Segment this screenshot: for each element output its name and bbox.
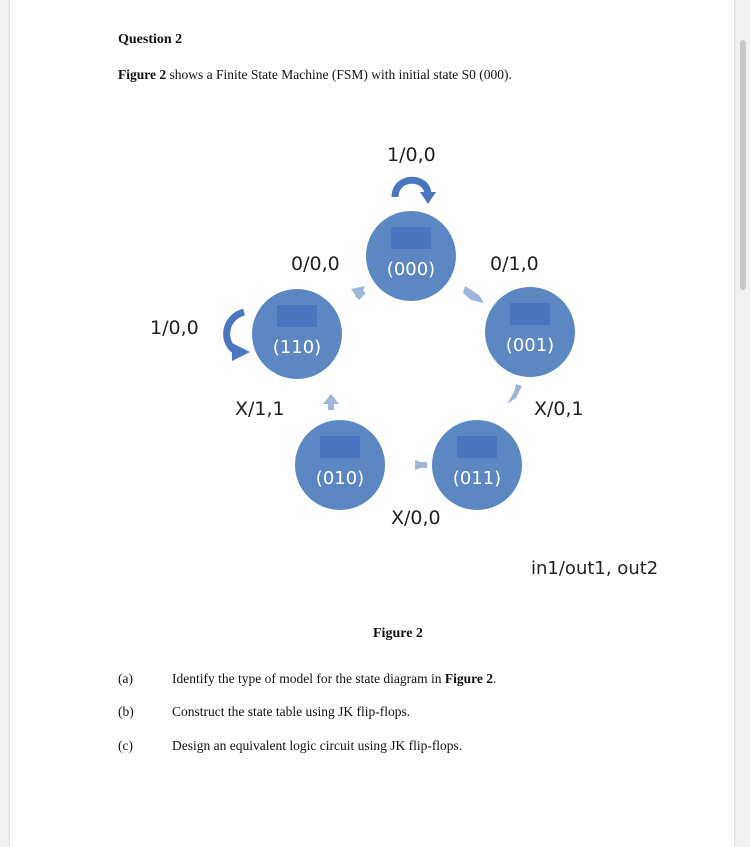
part-number: (c): [118, 738, 133, 753]
state-110: [252, 289, 342, 379]
state-011: [432, 420, 522, 510]
state-001: [485, 287, 575, 377]
transition-label-000-001: 0/1,0: [490, 253, 539, 275]
part-text: Design an equivalent logic circuit using JK flip-flops.: [172, 738, 463, 753]
question-heading: Question 2: [118, 32, 183, 47]
arrow-010-to-110-tail: [328, 404, 334, 410]
part-number: (a): [118, 671, 133, 686]
state-label-000: (000): [386, 259, 436, 280]
fsm-diagram-svg: [10, 0, 734, 600]
part-text: Identify the type of model for the state diagram in Figure 2.: [172, 671, 497, 686]
self-loop-arrowhead-000: [420, 192, 436, 204]
state-label-010: (010): [315, 468, 365, 489]
transition-label-110-000: 0/0,0: [291, 253, 340, 275]
arrow-001-to-011: [507, 384, 522, 404]
arrow-011-to-010-tail: [415, 462, 427, 468]
figure-caption: Figure 2: [373, 626, 423, 641]
fsm-diagram: [10, 0, 734, 600]
state-label-001: (001): [505, 335, 555, 356]
state-010: [295, 420, 385, 510]
part-text: Construct the state table using JK flip-flops.: [172, 704, 411, 719]
state-label-011: (011): [452, 468, 502, 489]
state-label-110: (110): [272, 337, 322, 358]
transition-label-011-010: X/0,0: [391, 507, 441, 529]
diagram-legend: in1/out1, out2: [531, 558, 659, 579]
intro-figure-ref: Figure 2: [118, 67, 167, 82]
part-number: (b): [118, 704, 134, 719]
intro-text: shows a Finite State Machine (FSM) with initial state S0 (000).: [166, 67, 512, 82]
transition-label-010-110: X/1,1: [235, 398, 285, 420]
self-loop-arrowhead-110: [232, 343, 250, 361]
arrow-010-to-110: [323, 394, 339, 404]
transition-label-001-011: X/0,1: [534, 398, 584, 420]
state-000: [366, 211, 456, 301]
transition-label-110-self: 1/0,0: [150, 317, 199, 339]
scrollbar[interactable]: [740, 40, 746, 290]
transition-label-000-self: 1/0,0: [387, 144, 436, 166]
document-page: [10, 0, 734, 847]
arrow-000-to-001: [463, 286, 484, 303]
